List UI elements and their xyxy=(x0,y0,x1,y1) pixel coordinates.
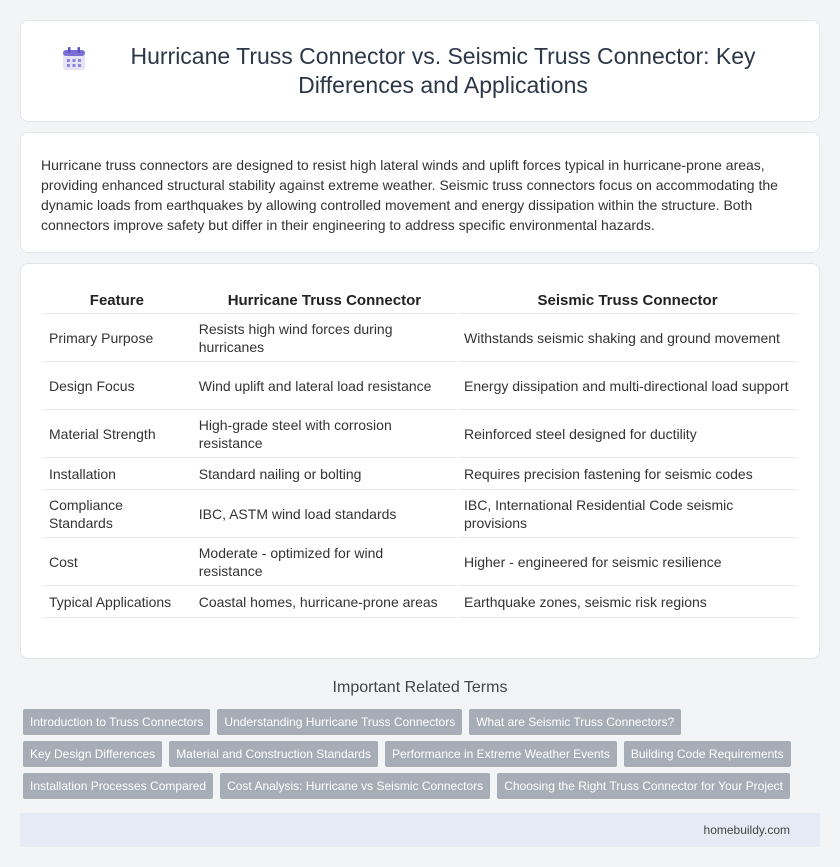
table-row xyxy=(43,490,797,538)
calendar-icon xyxy=(61,46,87,72)
related-terms xyxy=(20,679,820,805)
hurricane-cell: Resists high wind forces during hurricanes xyxy=(193,314,456,362)
intro-text: Hurricane truss connectors are designed to resist high lateral winds and uplift forces typical in hurricane-prone areas, providing enhanced structural stability against extreme weather. Seismic truss connectors focus on accommodating the dynamic loads from earthquakes by allowing controlled movement and energy dissipation within the structure. Both connectors improve safety but differ in their engineering to address specific environmental hazards. xyxy=(41,157,778,233)
feature-cell: Typical Applications xyxy=(43,586,191,618)
comparison-card xyxy=(20,263,820,659)
feature-cell: Installation xyxy=(43,458,191,490)
seismic-cell: Higher - engineered for seismic resilience xyxy=(458,538,797,586)
feature-cell: Compliance Standards xyxy=(43,490,191,538)
seismic-cell: Earthquake zones, seismic risk regions xyxy=(458,586,797,618)
header-seismic: Seismic Truss Connector xyxy=(458,287,797,314)
feature-cell: Cost xyxy=(43,538,191,586)
seismic-cell: Withstands seismic shaking and ground movement xyxy=(458,314,797,362)
table-row xyxy=(43,586,797,618)
tag-link[interactable]: Cost Analysis: Hurricane vs Seismic Connectors xyxy=(220,773,490,799)
feature-cell: Material Strength xyxy=(43,410,191,458)
seismic-cell: Reinforced steel designed for ductility xyxy=(458,410,797,458)
hurricane-cell: Wind uplift and lateral load resistance xyxy=(193,362,456,410)
header-feature: Feature xyxy=(43,287,191,314)
tag-link[interactable]: Introduction to Truss Connectors xyxy=(23,709,210,735)
header-hurricane: Hurricane Truss Connector xyxy=(193,287,456,314)
tag-list xyxy=(20,709,820,805)
hurricane-cell: High-grade steel with corrosion resistance xyxy=(193,410,456,458)
table-row xyxy=(43,314,797,362)
footer-site[interactable]: homebuildy.com xyxy=(703,823,790,837)
seismic-cell: IBC, International Residential Code seismic provisions xyxy=(458,490,797,538)
page-title: Hurricane Truss Connector vs. Seismic Truss Connector: Key Differences and Applications xyxy=(130,43,756,98)
table-row xyxy=(43,410,797,458)
table-row xyxy=(43,538,797,586)
related-terms-heading: Important Related Terms xyxy=(332,679,508,696)
intro-card xyxy=(20,132,820,253)
feature-cell: Design Focus xyxy=(43,362,191,410)
hurricane-cell: IBC, ASTM wind load standards xyxy=(193,490,456,538)
seismic-cell: Energy dissipation and multi-directional load support xyxy=(458,362,797,410)
table-row xyxy=(43,458,797,490)
tag-link[interactable]: Understanding Hurricane Truss Connectors xyxy=(217,709,462,735)
comparison-table xyxy=(41,287,799,618)
title-card xyxy=(20,20,820,122)
footer xyxy=(20,813,820,847)
tag-link[interactable]: Performance in Extreme Weather Events xyxy=(385,741,617,767)
tag-link[interactable]: Choosing the Right Truss Connector for Your Project xyxy=(497,773,790,799)
seismic-cell: Requires precision fastening for seismic codes xyxy=(458,458,797,490)
tag-link[interactable]: Material and Construction Standards xyxy=(169,741,378,767)
hurricane-cell: Coastal homes, hurricane-prone areas xyxy=(193,586,456,618)
tag-link[interactable]: Key Design Differences xyxy=(23,741,162,767)
tag-link[interactable]: What are Seismic Truss Connectors? xyxy=(469,709,681,735)
hurricane-cell: Standard nailing or bolting xyxy=(193,458,456,490)
feature-cell: Primary Purpose xyxy=(43,314,191,362)
hurricane-cell: Moderate - optimized for wind resistance xyxy=(193,538,456,586)
tag-link[interactable]: Building Code Requirements xyxy=(624,741,791,767)
tag-link[interactable]: Installation Processes Compared xyxy=(23,773,213,799)
table-row xyxy=(43,362,797,410)
